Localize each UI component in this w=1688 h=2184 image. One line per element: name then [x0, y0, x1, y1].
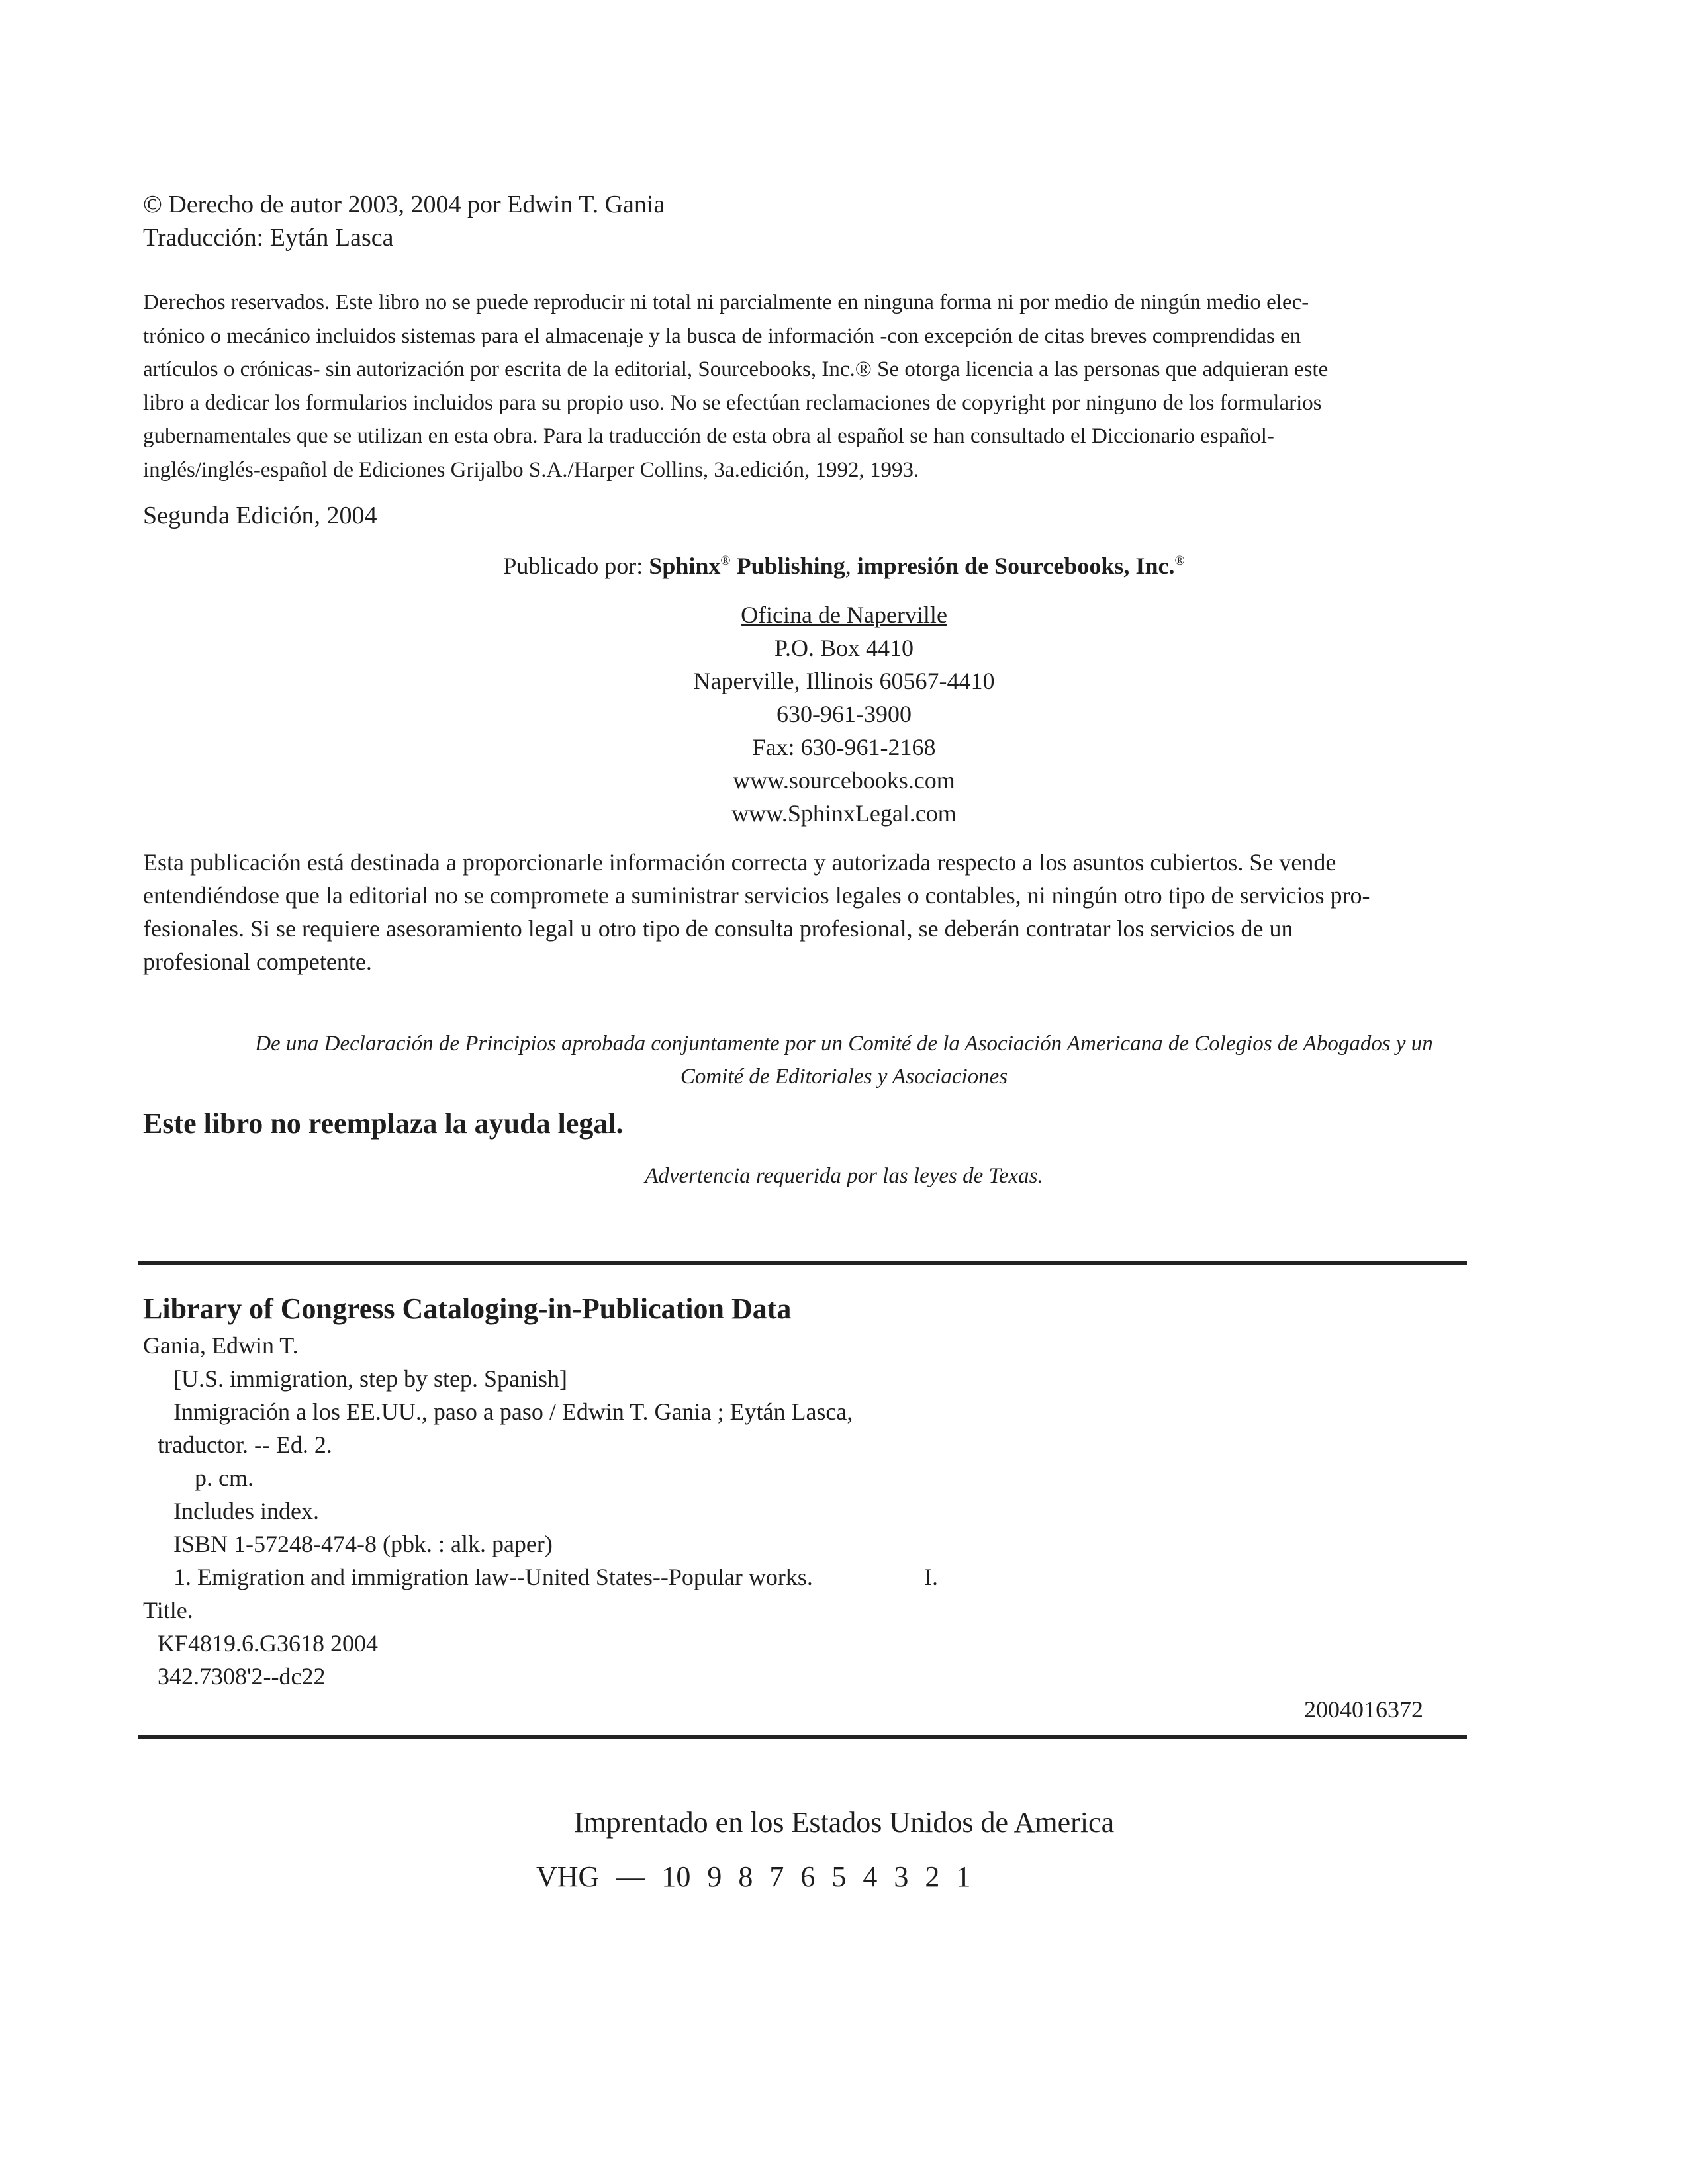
cip-title-continued: traductor. -- Ed. 2. — [158, 1432, 332, 1458]
publisher-comma: , — [845, 553, 857, 579]
disclaimer-line: fesionales. Si se requiere asesoramiento legal u otro tipo de consulta profesional, se deberán contratar los servicios de un — [143, 915, 1293, 942]
disclaimer-line: profesional competente. — [143, 948, 372, 975]
cip-lc-call-number: KF4819.6.G3618 2004 — [158, 1630, 379, 1657]
publisher-line — [0, 549, 1688, 582]
cip-heading: Library of Congress Cataloging-in-Publication Data — [143, 1293, 792, 1325]
cip-title: Inmigración a los EE.UU., paso a paso / Edwin T. Gania ; Eytán Lasca, — [173, 1398, 853, 1425]
publisher-imprint: impresión de Sourcebooks, Inc. — [857, 553, 1175, 579]
cip-isbn: ISBN 1-57248-474-8 (pbk. : alk. paper) — [173, 1531, 553, 1557]
principles-line: De una Declaración de Principios aprobada conjuntamente por un Comité de la Asociación Americana de Colegios de Abogados y un — [255, 1032, 1433, 1056]
registered-mark: ® — [1174, 553, 1185, 568]
cip-roman: I. — [924, 1564, 938, 1590]
cip-dewey-number: 342.7308'2--dc22 — [158, 1663, 326, 1690]
principles-line: Comité de Editoriales y Asociaciones — [680, 1065, 1008, 1089]
cip-author: Gania, Edwin T. — [143, 1332, 299, 1359]
disclaimer-line: Esta publicación está destinada a proporcionarle información correcta y autorizada respecto a los asuntos cubiertos. Se vende — [143, 849, 1336, 876]
rights-line: trónico o mecánico incluidos sistemas para el almacenaje y la busca de información -con excepción de citas breves comprendidas en — [143, 324, 1301, 348]
rights-line: Derechos reservados. Este libro no se puede reproducir ni total ni parcialmente en ninguna forma ni por medio de ningún medio elec- — [143, 291, 1309, 314]
copyright-block — [143, 188, 665, 254]
print-number-line: VHG — 10 9 8 7 6 5 4 3 2 1 — [536, 1860, 971, 1893]
po-box: P.O. Box 4410 — [774, 635, 914, 661]
printed-in-line: Imprentado en los Estados Unidos de America — [573, 1806, 1115, 1839]
cip-lccn: 2004016372 — [1304, 1696, 1423, 1723]
cip-uniform-title: [U.S. immigration, step by step. Spanish] — [173, 1365, 567, 1392]
cip-index: Includes index. — [173, 1498, 319, 1524]
cip-pages: p. cm. — [195, 1465, 254, 1491]
texas-notice: Advertencia requerida por las leyes de Texas. — [645, 1164, 1043, 1188]
cip-title-word: Title. — [143, 1597, 193, 1623]
publisher-sphinx: Sphinx — [649, 553, 721, 579]
divider-bottom — [138, 1735, 1467, 1739]
office-name: Oficina de Naperville — [741, 602, 947, 628]
rights-line: artículos o crónicas- sin autorización por escrita de la editorial, Sourcebooks, Inc.® Se otorga licencia a las personas que adquieran este — [143, 357, 1329, 382]
publisher-address — [0, 598, 1688, 830]
divider-top — [138, 1261, 1467, 1265]
website-line: www.SphinxLegal.com — [731, 800, 957, 827]
edition-line: Segunda Edición, 2004 — [143, 502, 377, 529]
phone-line: 630-961-3900 — [776, 701, 912, 727]
legal-warning-heading: Este libro no reemplaza la ayuda legal. — [143, 1107, 624, 1140]
publisher-prefix: Publicado por: — [503, 553, 649, 579]
rights-paragraph — [143, 286, 1476, 487]
translator-line: Traducción: Eytán Lasca — [143, 224, 394, 251]
disclaimer-paragraph — [143, 846, 1370, 978]
rights-line: inglés/inglés-español de Ediciones Grijalbo S.A./Harper Collins, 3a.edición, 1992, 1993. — [143, 457, 919, 482]
principles-note — [0, 1027, 1688, 1093]
rights-line: gubernamentales que se utilizan en esta obra. Para la traducción de esta obra al español se han consultado el Diccionario español- — [143, 424, 1274, 449]
copyright-line: © Derecho de autor 2003, 2004 por Edwin T. Gania — [143, 191, 665, 218]
website-line: www.sourcebooks.com — [733, 767, 955, 794]
fax-line: Fax: 630-961-2168 — [752, 734, 936, 760]
cip-subject: 1. Emigration and immigration law--United States--Popular works. — [173, 1564, 813, 1590]
registered-mark: ® — [720, 553, 731, 568]
city-line: Naperville, Illinois 60567-4410 — [693, 668, 995, 694]
publisher-publishing: Publishing — [730, 553, 845, 579]
disclaimer-line: entendiéndose que la editorial no se compromete a suministrar servicios legales o contables, ni ningún otro tipo de servicios pro- — [143, 882, 1370, 909]
rights-line: libro a dedicar los formularios incluidos para su propio uso. No se efectúan reclamaciones de copyright por ninguno de los formularios — [143, 390, 1322, 415]
